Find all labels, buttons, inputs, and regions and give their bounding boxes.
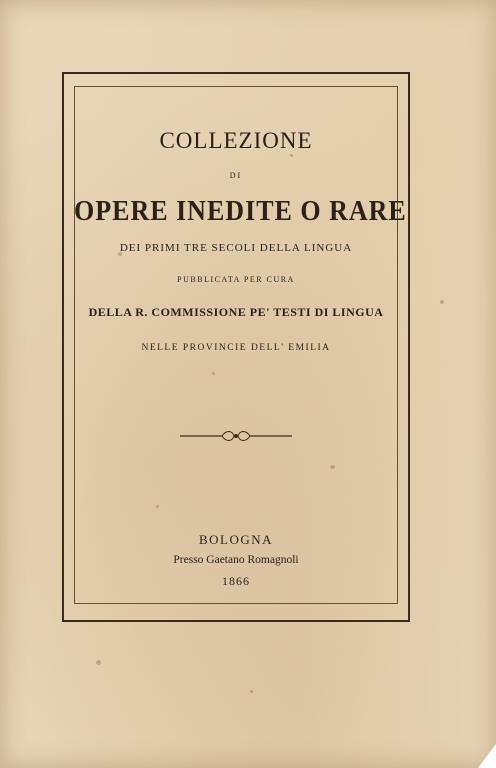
cover-title: COLLEZIONE: [159, 128, 313, 153]
cover-di: DI: [229, 171, 243, 180]
foxing-spot: [96, 660, 101, 665]
region-line: NELLE PROVINCIE DELL' EMILIA: [141, 343, 331, 353]
publication-city: BOLOGNA: [198, 532, 274, 547]
publication-year: 1866: [222, 574, 250, 588]
torn-corner: [478, 744, 496, 768]
foxing-spot: [440, 300, 444, 304]
published-by: PUBBLICATA PER CURA: [177, 275, 295, 284]
printer-name: Presso Gaetano Romagnoli: [173, 554, 299, 566]
commission-name: DELLA R. COMMISSIONE PE' TESTI DI LINGUA: [88, 305, 384, 319]
ornament-divider-icon: [180, 428, 292, 444]
foxing-spot: [250, 690, 253, 693]
series-title: OPERE INEDITE O RARE: [74, 194, 407, 227]
cover-subtitle: DEI PRIMI TRE SECOLI DELLA LINGUA: [119, 242, 353, 254]
